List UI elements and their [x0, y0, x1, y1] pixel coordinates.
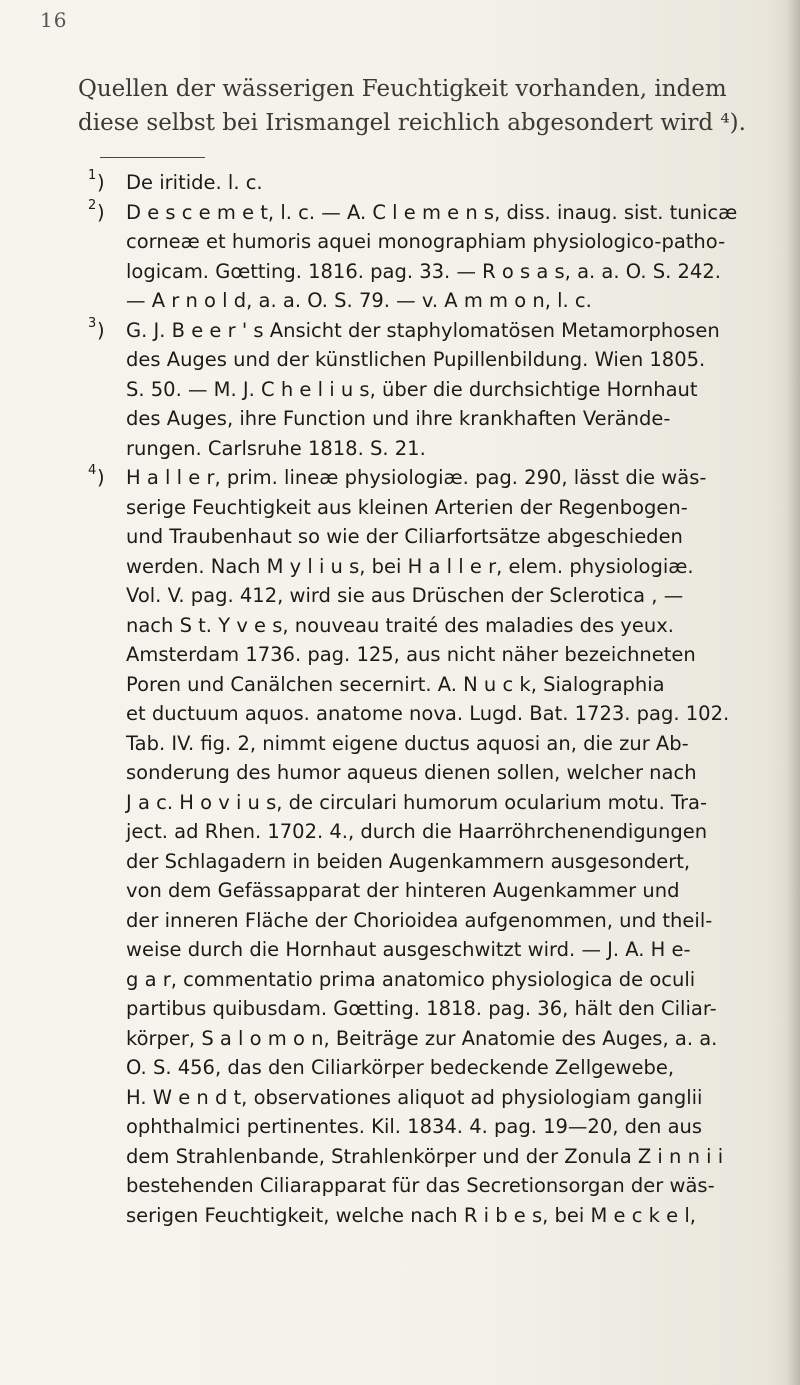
- page-number: 16: [40, 8, 68, 32]
- footnote-line: — A r n o l d, a. a. O. S. 79. — v. A m m o n, l. c.: [126, 289, 592, 312]
- footnote-4: [88, 463, 778, 1230]
- footnote-line: von dem Gefässapparat der hinteren Augenkammer und: [126, 879, 680, 902]
- footnote-line: ophthalmici pertinentes. Kil. 1834. 4. pag. 19—20, den aus: [126, 1115, 703, 1138]
- footnote-line: körper, S a l o m o n, Beiträge zur Anatomie des Auges, a. a.: [126, 1026, 718, 1050]
- footnote-marker: 1: [88, 168, 97, 183]
- footnotes: [88, 168, 778, 1230]
- footnote-line: serigen Feuchtigkeit, welche nach R i b e s, bei M e c k e l,: [126, 1203, 696, 1227]
- footnote-line: O. S. 456, das den Ciliarkörper bedeckende Zellgewebe,: [126, 1056, 675, 1079]
- footnote-line: [88, 463, 778, 493]
- footnote-line: [88, 198, 778, 228]
- footnote-line: partibus quibusdam. Gœtting. 1818. pag. 36, hält den Ciliar-: [126, 997, 717, 1020]
- footnote-line: corneæ et humoris aquei monographiam physiologico-patho-: [126, 230, 726, 253]
- footnote-paren: ): [97, 200, 105, 224]
- footnote-1: [88, 168, 778, 198]
- footnote-text: H a l l e r, prim. lineæ physiologiæ. pag. 290, lässt die wäs-: [126, 466, 707, 489]
- footnote-paren: ): [97, 171, 105, 194]
- footnote-marker: 2: [88, 197, 97, 213]
- footnote-line: g a r, commentatio prima anatomico physiologica de oculi: [126, 967, 696, 991]
- footnote-line: der Schlagadern in beiden Augenkammern ausgesondert,: [126, 849, 691, 873]
- footnote-line: J a c. H o v i u s, de circulari humorum ocularium motu. Tra-: [126, 790, 708, 814]
- footnote-line: sonderung des humor aqueus dienen sollen, welcher nach: [126, 761, 697, 784]
- footnote-line: weise durch die Hornhaut ausgeschwitzt wird. — J. A. H e-: [126, 938, 691, 961]
- footnote-line: Tab. IV. fig. 2, nimmt eigene ductus aquosi an, die zur Ab-: [126, 731, 689, 755]
- body-paragraph: [78, 72, 758, 140]
- footnote-line: bestehenden Ciliarapparat für das Secretionsorgan der wäs-: [126, 1174, 715, 1197]
- footnote-marker: 4: [88, 463, 97, 478]
- footnote-text: G. J. B e e r ' s Ansicht der staphylomatösen Metamorphosen: [126, 318, 720, 342]
- footnote-line: serige Feuchtigkeit aus kleinen Arterien der Regenbogen-: [126, 495, 688, 519]
- footnote-line: dem Strahlenbande, Strahlenkörper und der Zonula Z i n n i i: [126, 1144, 724, 1168]
- footnote-line: Poren und Canälchen secernirt. A. N u c k, Sialographia: [126, 672, 665, 696]
- footnote-text: De iritide. l. c.: [126, 171, 263, 194]
- footnote-paren: ): [97, 318, 105, 342]
- footnote-line: rungen. Carlsruhe 1818. S. 21.: [126, 436, 426, 460]
- footnote-line: [88, 316, 778, 346]
- footnote-marker: 3: [88, 315, 97, 331]
- footnote-line: des Auges, ihre Function und ihre krankhaften Verände-: [126, 407, 671, 430]
- footnote-line: Amsterdam 1736. pag. 125, aus nicht näher bezeichneten: [126, 643, 696, 666]
- footnote-line: und Traubenhaut so wie der Ciliarfortsätze abgeschieden: [126, 525, 683, 548]
- footnote-line: et ductuum aquos. anatome nova. Lugd. Bat. 1723. pag. 102.: [126, 702, 730, 725]
- footnote-2: [88, 198, 778, 316]
- page-edge-shadow: [786, 0, 800, 1385]
- body-line: Quellen der wässerigen Feuchtigkeit vorhanden, indem: [78, 76, 727, 102]
- body-line: diese selbst bei Irismangel reichlich abgesondert wird ⁴).: [78, 110, 746, 136]
- footnote-3: [88, 316, 778, 464]
- footnote-line: Vol. V. pag. 412, wird sie aus Drüschen der Sclerotica , —: [126, 584, 684, 607]
- footnote-line: des Auges und der künstlichen Pupillenbildung. Wien 1805.: [126, 348, 706, 371]
- footnote-paren: ): [97, 466, 105, 489]
- footnote-line: logicam. Gœtting. 1816. pag. 33. — R o s a s, a. a. O. S. 242.: [126, 259, 721, 283]
- footnote-text: D e s c e m e t, l. c. — A. C l e m e n s, diss. inaug. sist. tunicæ: [126, 200, 738, 224]
- footnote-line: S. 50. — M. J. C h e l i u s, über die durchsichtige Hornhaut: [126, 377, 698, 401]
- footnote-line: ject. ad Rhen. 1702. 4., durch die Haarröhrchenendigungen: [126, 820, 708, 843]
- footnote-line: werden. Nach M y l i u s, bei H a l l e r, elem. physiologiæ.: [126, 554, 694, 578]
- footnote-line: nach S t. Y v e s, nouveau traité des maladies des yeux.: [126, 613, 674, 637]
- footnote-line: [88, 168, 778, 198]
- footnote-line: der inneren Fläche der Chorioidea aufgenommen, und theil-: [126, 908, 713, 932]
- footnote-separator: [100, 157, 205, 158]
- footnote-line: H. W e n d t, observationes aliquot ad physiologiam ganglii: [126, 1085, 703, 1109]
